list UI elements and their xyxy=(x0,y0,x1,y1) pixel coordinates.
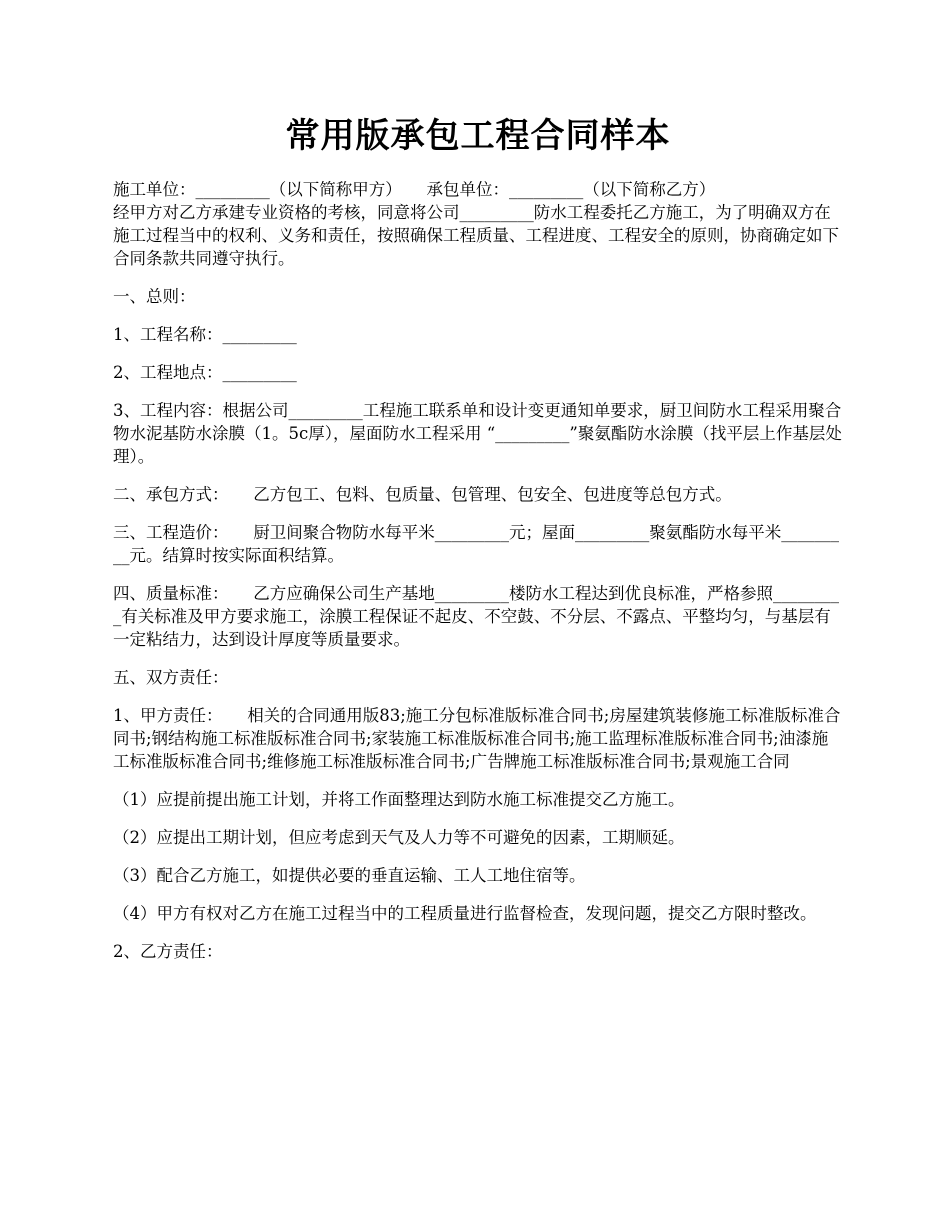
intro-parties-line: 施工单位：_________（以下简称甲方） 承包单位：_________（以下简称乙方） xyxy=(113,180,716,199)
section-general-heading: 一、总则： xyxy=(113,287,196,306)
document-title: 常用版承包工程合同样本 xyxy=(285,116,671,156)
document-page xyxy=(113,108,843,978)
project-content-paragraph: 3、工程内容：根据公司_________工程施工联系单和设计变更通知单要求，厨卫间防水工程采用聚合物水泥基防水涂膜（1。5c厚），屋面防水工程采用 “_________”聚氨酯防水涂膜（找平层上作基层处理）。 xyxy=(113,401,842,466)
party-a-duty-1: （1）应提前提出施工计划，并将工作面整理达到防水施工标准提交乙方施工。 xyxy=(113,790,685,809)
intro-paragraph: 经甲方对乙方承建专业资格的考核，同意将公司_________防水工程委托乙方施工，为了明确双方在施工过程当中的权利、义务和责任，按照确保工程质量、工程进度、工程安全的原则，协商确定如下合同条款共同遵守执行。 xyxy=(113,203,839,268)
party-a-duty-4: （4）甲方有权对乙方在施工过程当中的工程质量进行监督检查，发现问题，提交乙方限时整改。 xyxy=(113,904,817,923)
party-a-responsibility-paragraph: 1、甲方责任： 相关的合同通用版83;施工分包标准版标准合同书;房屋建筑装修施工标准版标准合同书;钢结构施工标准版标准合同书;家装施工标准版标准合同书;施工监理标准版标准合同书;油漆施工标准版标准合同书;维修施工标准版标准合同书;广告牌施工标准版标准合同书;景观施工合同 xyxy=(113,706,841,771)
project-cost-paragraph: 三、工程造价： 厨卫间聚合物防水每平米_________元；屋面_________聚氨酯防水每平米_________元。结算时按实际面积结算。 xyxy=(113,523,839,565)
party-a-duty-3: （3）配合乙方施工，如提供必要的垂直运输、工人工地住宿等。 xyxy=(113,866,586,885)
quality-standard-paragraph: 四、质量标准： 乙方应确保公司生产基地_________楼防水工程达到优良标准，严格参照_________有关标准及甲方要求施工，涂膜工程保证不起皮、不空鼓、不分层、不露点、平整均匀，与基层有一定粘结力，达到设计厚度等质量要求。 xyxy=(113,584,839,649)
project-location-line: 2、工程地点：_________ xyxy=(113,363,297,382)
project-name-line: 1、工程名称：_________ xyxy=(113,325,297,344)
party-a-duty-2: （2）应提出工期计划，但应考虑到天气及人力等不可避免的因素，工期顺延。 xyxy=(113,828,685,847)
party-b-responsibility-heading: 2、乙方责任： xyxy=(113,942,223,961)
section-responsibilities-heading: 五、双方责任： xyxy=(113,668,229,687)
contract-method-paragraph: 二、承包方式： 乙方包工、包料、包质量、包管理、包安全、包进度等总包方式。 xyxy=(113,485,732,504)
